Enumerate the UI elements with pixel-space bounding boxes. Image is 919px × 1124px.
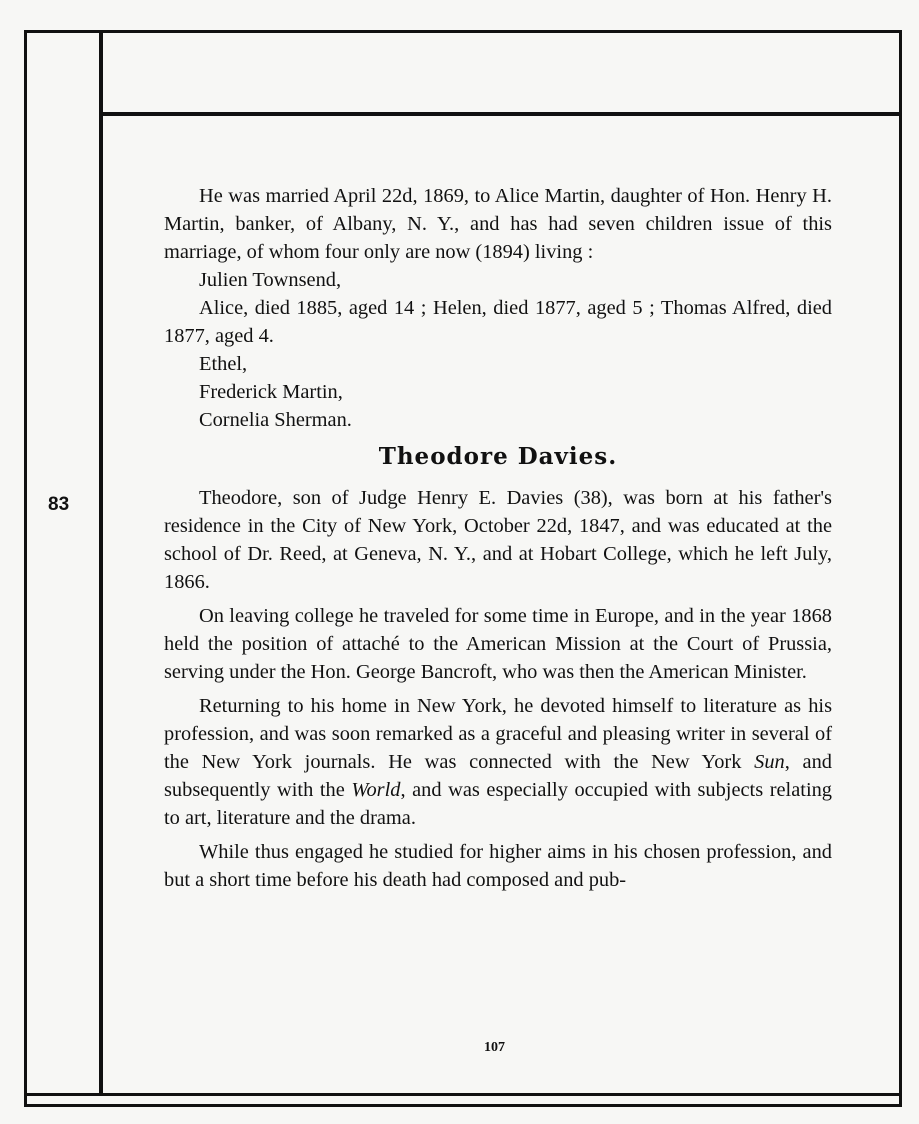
page-number: 107 [484, 1040, 505, 1055]
text-run: , and subsequently with the [164, 751, 832, 801]
world-title: World [351, 779, 401, 801]
header-rule [103, 112, 902, 116]
child-entry: Frederick Martin, [199, 381, 343, 403]
margin-number: 83 [48, 494, 70, 515]
bottom-rule [24, 1093, 902, 1096]
child-entry: Cornelia Sherman. [199, 409, 352, 431]
child-entry: Ethel, [199, 353, 248, 375]
margin-rule [99, 31, 103, 1094]
text-run: , and was especially occupied with subjects relating to art, literature and the drama. [164, 779, 832, 829]
birth-paragraph: Theodore, son of Judge Henry E. Davies (38), was born at his father's residence in the City of New York, October 22d, 1847, and was educated at the school of Dr. Reed, at Geneva, N. Y., and at Hobart College, which he left July, 1866. [164, 487, 832, 593]
sun-title: Sun [754, 751, 785, 773]
page-body [164, 182, 832, 894]
child-entry: Alice, died 1885, aged 14 ; Helen, died 1877, aged 5 ; Thomas Alfred, died 1877, aged 4. [164, 297, 832, 347]
literature-paragraph [164, 692, 832, 832]
text-run: Returning to his home in New York, he devoted himself to literature as his profession, and was soon remarked as a graceful and pleasing writer in several of the New York journals. He was connected with the New York [164, 695, 832, 773]
marriage-paragraph: He was married April 22d, 1869, to Alice Martin, daughter of Hon. Henry H. Martin, banker, of Albany, N. Y., and has had seven children issue of this marriage, of whom four only are now (1894) living : [164, 185, 832, 263]
child-entry: Julien Townsend, [199, 269, 342, 291]
section-heading: Theodore Davies. [378, 443, 618, 470]
study-paragraph: While thus engaged he studied for higher aims in his chosen profession, and but a short time before his death had composed and pub- [164, 841, 832, 891]
europe-paragraph: On leaving college he traveled for some time in Europe, and in the year 1868 held the position of attaché to the American Mission at the Court of Prussia, serving under the Hon. George Bancroft, who was then the American Minister. [164, 605, 832, 683]
